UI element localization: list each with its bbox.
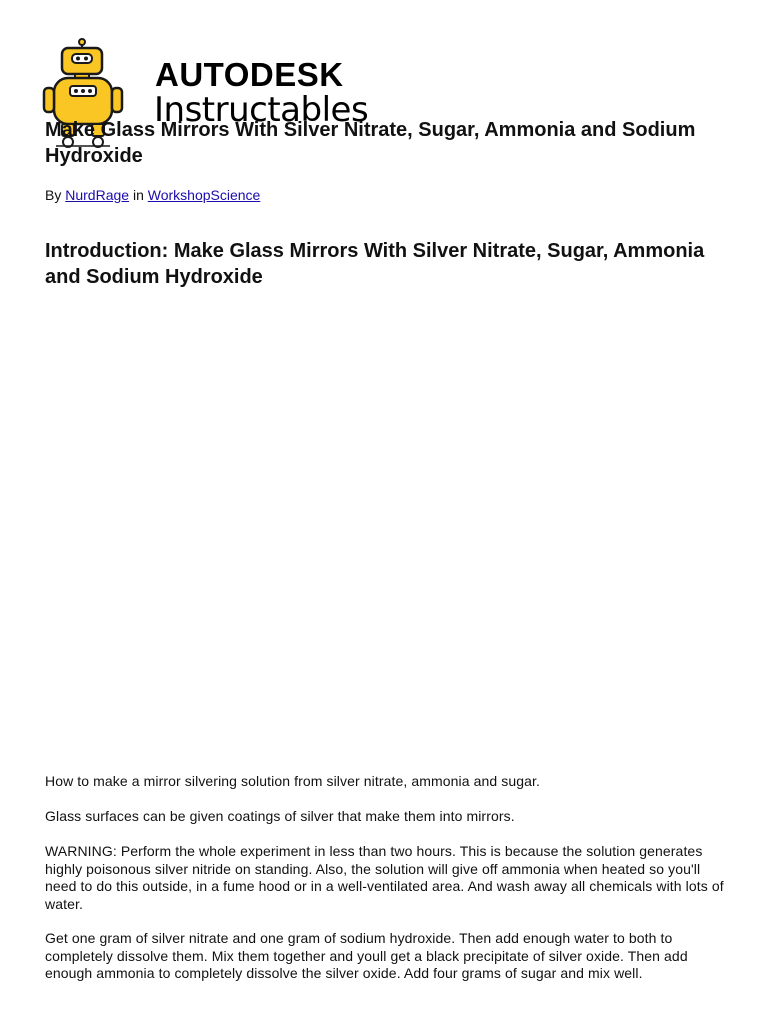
author-link[interactable]: NurdRage <box>65 187 130 203</box>
intro-heading: Introduction: Make Glass Mirrors With Silver Nitrate, Sugar, Ammonia and Sodium Hydroxide <box>45 240 705 288</box>
byline <box>45 186 260 204</box>
page-title: Make Glass Mirrors With Silver Nitrate, Sugar, Ammonia and Sodium Hydroxide <box>45 119 696 167</box>
byline-in-label: in <box>132 187 144 203</box>
category-link[interactable]: WorkshopScience <box>147 187 261 203</box>
body-paragraph-3: WARNING: Perform the whole experiment in less than two hours. This is because the solution generates highly poisonous silver nitride on standing. Also, the solution will give off ammonia when heated so you'll need to do this outside, in a fume hood or in a well-ventilated area. And wash away all chemicals with lots of water. <box>45 843 724 912</box>
instructables-wordmark: Instructables <box>154 90 369 130</box>
body-paragraph-1: How to make a mirror silvering solution from silver nitrate, ammonia and sugar. <box>45 773 540 789</box>
intro-image-placeholder <box>45 300 725 755</box>
autodesk-wordmark: AUTODESK <box>155 56 344 93</box>
body-paragraph-4: Get one gram of silver nitrate and one gram of sodium hydroxide. Then add enough water to both to completely dissolve them. Mix them together and youll get a black precipitate of silver oxide. Then add enough ammonia to completely dissolve the silver oxide. Add four grams of sugar and mix well. <box>45 930 688 981</box>
body-paragraph-2: Glass surfaces can be given coatings of silver that make them into mirrors. <box>45 808 515 824</box>
byline-by-label: By <box>45 187 62 203</box>
